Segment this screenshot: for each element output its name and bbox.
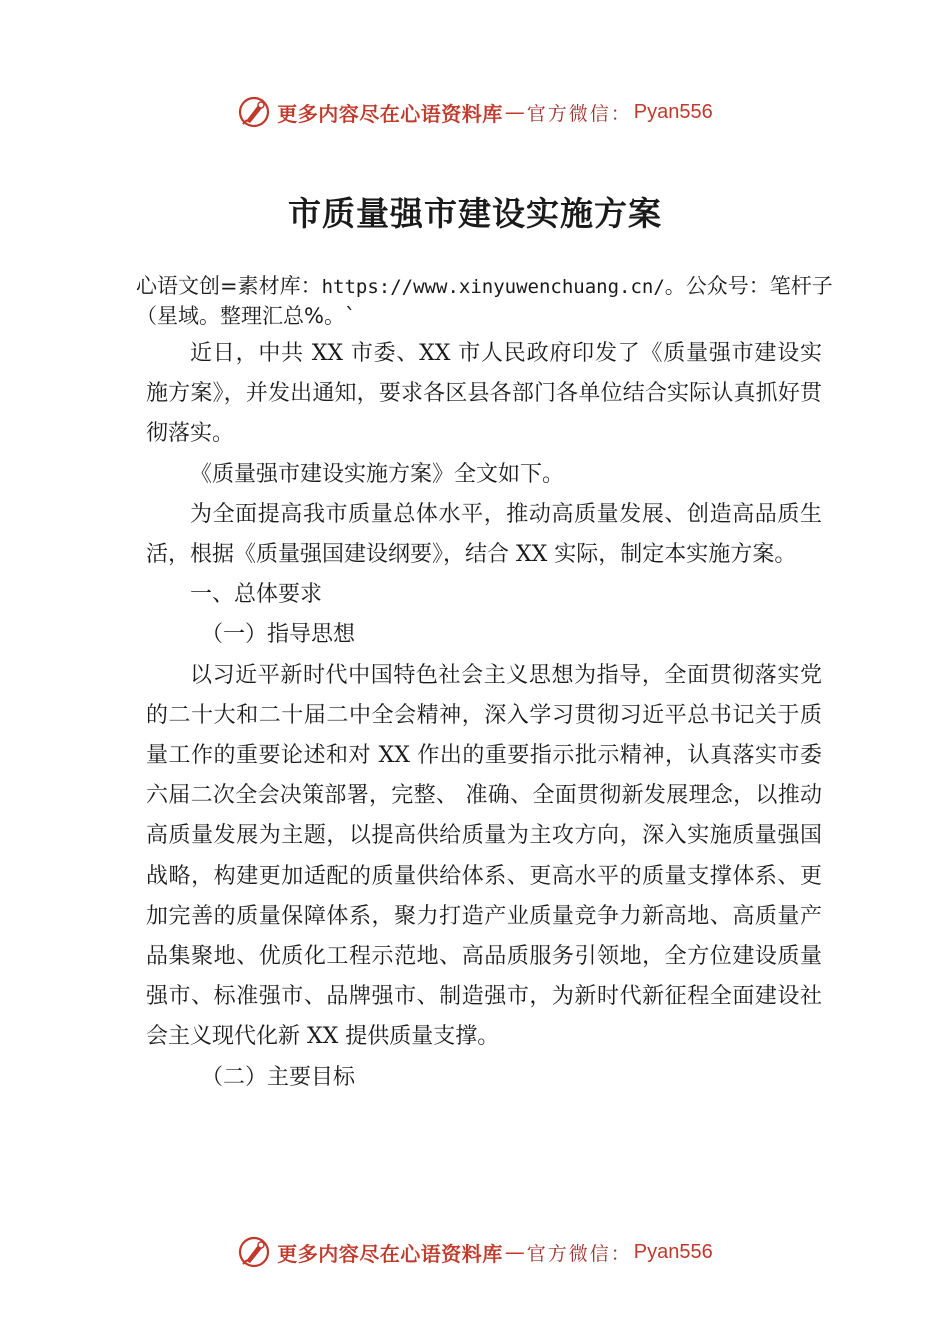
- source-suffix: 。公众号：笔杆子（星域。整理汇总%。`: [136, 274, 833, 328]
- footer-banner: [0, 1232, 950, 1272]
- banner-official-label: 官方微信：: [526, 1242, 632, 1265]
- document-body: [146, 334, 822, 1098]
- banner-official-label: 官方微信：: [526, 102, 632, 125]
- source-prefix: 心语文创=素材库：: [136, 274, 322, 298]
- header-banner: [0, 92, 950, 132]
- source-line: [136, 272, 856, 331]
- banner-main-text: 更多内容尽在心语资料库: [277, 101, 503, 126]
- section-heading: 一、总体要求: [190, 582, 323, 608]
- paragraph: 《质量强市建设实施方案》全文如下。: [190, 461, 565, 487]
- subsection-heading: （一）指导思想: [201, 622, 356, 648]
- source-url: https://www.xinyuwenchuang.cn/: [321, 276, 665, 298]
- banner-dash: —: [504, 100, 525, 124]
- paragraph: 以习近平新时代中国特色社会主义思想为指导，全面贯彻落实党的二十大和二十届二中全会精神，深入学习贯彻习近平总书记关于质量工作的重要论述和对 XX 作出的重要指示批示精神，认真落实市委六届二次全会决策部署，完整、 准确、全面贯彻新发展理念，以推动高质量发展为主题，以提高供给质量为主攻方向，深入实施质量强国战略，构建更加适配的质量供给体系、更高水平的质量支撑体系、更加完善的质量保障体系，聚力打造产业质量竞争力新高地、高质量产品集聚地、优质化工程示范地、高品质服务引领地，全方位建设质量强市、标准强市、品牌强市、制造强市，为新时代新征程全面建设社会主义现代化新 XX 提供质量支撑。: [146, 662, 822, 1050]
- banner-wechat-id: Pyan556: [633, 1240, 713, 1263]
- paragraph: 为全面提高我市质量总体水平，推动高质量发展、创造高品质生活，根据《质量强国建设纲要》，结合 XX 实际，制定本实施方案。: [146, 501, 822, 568]
- banner-dash: —: [504, 1240, 525, 1264]
- document-title: 市质量强市建设实施方案: [288, 194, 662, 233]
- banner-wechat-id: Pyan556: [633, 100, 713, 123]
- subsection-heading: （二）主要目标: [201, 1064, 356, 1090]
- quill-circle-icon: [237, 95, 271, 129]
- quill-circle-icon: [237, 1235, 271, 1269]
- paragraph: 近日，中共 XX 市委、XX 市人民政府印发了《质量强市建设实施方案》，并发出通知，要求各区县各部门各单位结合实际认真抓好贯彻落实。: [146, 341, 822, 447]
- banner-main-text: 更多内容尽在心语资料库: [277, 1241, 503, 1266]
